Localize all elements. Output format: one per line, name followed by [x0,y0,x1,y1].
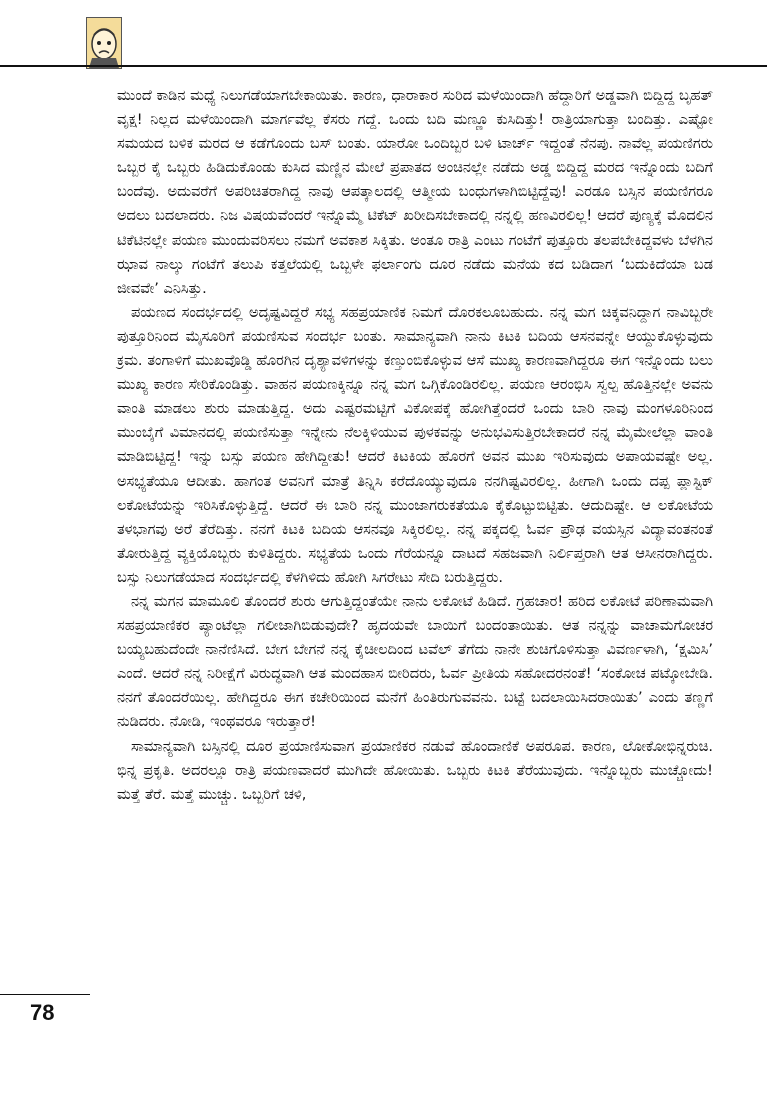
cartoon-face-logo [86,17,122,69]
paragraph: ಸಾಮಾನ್ಯವಾಗಿ ಬಸ್ಸಿನಲ್ಲಿ ದೂರ ಪ್ರಯಾಣಿಸುವಾಗ ಪ್ರಯಾಣಿಕರ ನಡುವೆ ಹೊಂದಾಣಿಕೆ ಅಪರೂಪ. ಕಾರಣ, ಲೋಕೋಭಿನ್ನರುಚಿ. ಭಿನ್ನ ಪ್ರಕೃತಿ. ಅದರಲ್ಲೂ ರಾತ್ರಿ ಪಯಣವಾದರೆ ಮುಗಿದೇ ಹೋಯಿತು. ಒಬ್ಬರು ಕಿಟಕಿ ತೆರೆಯುವುದು. ಇನ್ನೊಬ್ಬರು ಮುಚ್ಚೋದು! ಮತ್ತೆ ತೆರೆ. ಮತ್ತೆ ಮುಚ್ಚು. ಒಬ್ಬರಿಗೆ ಚಳಿ, [117,738,713,803]
face-icon [87,18,121,68]
paragraph: ಮುಂದೆ ಕಾಡಿನ ಮಧ್ಯೆ ನಿಲುಗಡೆಯಾಗಬೇಕಾಯಿತು. ಕಾರಣ, ಧಾರಾಕಾರ ಸುರಿದ ಮಳೆಯಿಂದಾಗಿ ಹೆದ್ದಾರಿಗೆ ಅಡ್ಡವಾಗಿ ಬಿದ್ದಿದ್ದ ಬೃಹತ್ ವೃಕ್ಷ! ನಿಲ್ಲದ ಮಳೆಯಿಂದಾಗಿ ಮಾರ್ಗವೆಲ್ಲ ಕೆಸರು ಗದ್ದೆ. ಒಂದು ಬದಿ ಮಣ್ಣೂ ಕುಸಿದಿತ್ತು! ರಾತ್ರಿಯಾಗುತ್ತಾ ಬಂದಿತ್ತು. ಎಷ್ಟೋ ಸಮಯದ ಬಳಿಕ ಮರದ ಆ ಕಡೆಗೊಂದು ಬಸ್ ಬಂತು. ಯಾರೋ ಒಂದಿಬ್ಬರ ಬಳಿ ಟಾರ್ಚ್ ಇದ್ದಂತೆ ನೆನಪು. ನಾವೆಲ್ಲ ಪಯಣಿಗರು ಒಬ್ಬರ ಕೈ ಒಬ್ಬರು ಹಿಡಿದುಕೊಂಡು ಕುಸಿದ ಮಣ್ಣಿನ ಮೇಲೆ ಪ್ರಪಾತದ ಅಂಚಿನಲ್ಲೇ ನಡೆದು ಅಡ್ಡ ಬಿದ್ದಿದ್ದ ಮರದ ಇನ್ನೊಂದು ಬದಿಗೆ ಬಂದೆವು. ಅದುವರೆಗೆ ಅಪರಿಚಿತರಾಗಿದ್ದ ನಾವು ಆಪತ್ಕಾಲದಲ್ಲಿ ಆತ್ಮೀಯ ಬಂಧುಗಳಾಗಿಬಿಟ್ಟಿದ್ದೆವು! ಎರಡೂ ಬಸ್ಸಿನ ಪಯಣಿಗರೂ ಅದಲು ಬದಲಾದರು. ನಿಜ ವಿಷಯವೆಂದರೆ ಇನ್ನೊಮ್ಮೆ ಟಿಕೆಟ್ ಖರೀದಿಸಬೇಕಾದಲ್ಲಿ ನನ್ನಲ್ಲಿ ಹಣವಿರಲಿಲ್ಲ! ಆದರೆ ಪುಣ್ಯಕ್ಕೆ ಮೊದಲಿನ ಟಿಕೆಟಿನಲ್ಲೇ ಪಯಣ ಮುಂದುವರಿಸಲು ನಮಗೆ ಅವಕಾಶ ಸಿಕ್ಕಿತು. ಅಂತೂ ರಾತ್ರಿ ಎಂಟು ಗಂಟೆಗೆ ಪುತ್ತೂರು ತಲಪಬೇಕಿದ್ದವಳು ಬೆಳಗಿನ ಝಾವ ನಾಲ್ಕು ಗಂಟೆಗೆ ತಲುಪಿ ಕತ್ತಲೆಯಲ್ಲಿ ಒಬ್ಬಳೇ ಫರ್ಲಾಂಗು ದೂರ ನಡೆದು ಮನೆಯ ಕದ ಬಡಿದಾಗ ‘ಬದುಕಿದೆಯಾ ಬಡ ಜೀವವೇ’ ಎನಿಸಿತ್ತು. [117,88,713,297]
header-rule [0,65,767,67]
footer-rule [0,994,90,995]
page-number: 78 [30,1000,55,1025]
body-text [117,84,713,807]
paragraph: ನನ್ನ ಮಗನ ಮಾಮೂಲಿ ತೊಂದರೆ ಶುರು ಆಗುತ್ತಿದ್ದಂತೆಯೇ ನಾನು ಲಕೋಟೆ ಹಿಡಿದೆ. ಗ್ರಹಚಾರ! ಹರಿದ ಲಕೋಟೆ ಪರಿಣಾಮವಾಗಿ ಸಹಪ್ರಯಾಣಿಕರ ಪ್ಯಾಂಟೆಲ್ಲಾ ಗಲೀಜಾಗಿಬಿಡುವುದೇ? ಹೃದಯವೇ ಬಾಯಿಗೆ ಬಂದಂತಾಯಿತು. ಆತ ನನ್ನನ್ನು ವಾಚಾಮಗೋಚರ ಬಯ್ಯಬಹುದೆಂದೇ ನಾನೆಣಿಸಿದೆ. ಬೇಗ ಬೇಗನೆ ನನ್ನ ಕೈಚೀಲದಿಂದ ಟವೆಲ್ ತೆಗೆದು ನಾನೇ ಶುಚಿಗೊಳಿಸುತ್ತಾ ವಿವರ್ಣಳಾಗಿ, ‘ಕ್ಷಮಿಸಿ’ ಎಂದೆ. ಆದರೆ ನನ್ನ ನಿರೀಕ್ಷೆಗೆ ವಿರುದ್ಧವಾಗಿ ಆತ ಮಂದಹಾಸ ಬೀರಿದರು, ಓರ್ವ ಪ್ರೀತಿಯ ಸಹೋದರನಂತೆ! ‘ಸಂಕೋಚ ಪಟ್ಕೋಬೇಡಿ. ನನಗೆ ತೊಂದರೆಯಿಲ್ಲ. ಹೇಗಿದ್ದರೂ ಈಗ ಕಚೇರಿಯಿಂದ ಮನೆಗೆ ಹಿಂತಿರುಗುವವನು. ಬಟ್ಟೆ ಬದಲಾಯಿಸಿದರಾಯಿತು’ ಎಂದು ತಣ್ಣಗೆ ನುಡಿದರು. ನೋಡಿ, ಇಂಥವರೂ ಇರುತ್ತಾರೆ! [117,593,713,731]
paragraph: ಪಯಣದ ಸಂದರ್ಭದಲ್ಲಿ ಅದೃಷ್ಟವಿದ್ದರೆ ಸಭ್ಯ ಸಹಪ್ರಯಾಣಿಕ ನಿಮಗೆ ದೊರಕಲೂಬಹುದು. ನನ್ನ ಮಗ ಚಿಕ್ಕವನಿದ್ದಾಗ ನಾವಿಬ್ಬರೇ ಪುತ್ತೂರಿನಿಂದ ಮೈಸೂರಿಗೆ ಪಯಣಿಸುವ ಸಂದರ್ಭ ಬಂತು. ಸಾಮಾನ್ಯವಾಗಿ ನಾನು ಕಿಟಕಿ ಬದಿಯ ಆಸನವನ್ನೇ ಆಯ್ದುಕೊಳ್ಳುವುದು ಕ್ರಮ. ತಂಗಾಳಿಗೆ ಮುಖವೊಡ್ಡಿ ಹೊರಗಿನ ದೃಶ್ಯಾವಳಿಗಳನ್ನು ಕಣ್ತುಂಬಿಕೊಳ್ಳುವ ಆಸೆ ಮುಖ್ಯ ಕಾರಣವಾಗಿದ್ದರೂ ಈಗ ಇನ್ನೊಂದು ಬಲು ಮುಖ್ಯ ಕಾರಣ ಸೇರಿಕೊಂಡಿತ್ತು. ವಾಹನ ಪಯಣಕ್ಕಿನ್ನೂ ನನ್ನ ಮಗ ಒಗ್ಗಿಕೊಂಡಿರಲಿಲ್ಲ. ಪಯಣ ಆರಂಭಿಸಿ ಸ್ವಲ್ಪ ಹೊತ್ತಿನಲ್ಲೇ ಅವನು ವಾಂತಿ ಮಾಡಲು ಶುರು ಮಾಡುತ್ತಿದ್ದ. ಅದು ಎಷ್ಟರಮಟ್ಟಿಗೆ ವಿಕೋಪಕ್ಕೆ ಹೋಗಿತ್ತೆಂದರೆ ಒಂದು ಬಾರಿ ನಾವು ಮಂಗಳೂರಿನಿಂದ ಮುಂಬೈಗೆ ವಿಮಾನದಲ್ಲಿ ಪಯಣಿಸುತ್ತಾ ಇನ್ನೇನು ನೆಲಕ್ಕಿಳಿಯುವ ಪುಳಕವನ್ನು ಅನುಭವಿಸುತ್ತಿರಬೇಕಾದರೆ ನನ್ನ ಮೈಮೇಲೆಲ್ಲಾ ವಾಂತಿ ಮಾಡಿಬಿಟ್ಟಿದ್ದ! ಇನ್ನು ಬಸ್ಸು ಪಯಣ ಹೇಗಿದ್ದೀತು! ಆದರೆ ಕಿಟಕಿಯ ಹೊರಗೆ ಅವನ ಮುಖ ಇರಿಸುವುದು ಅಪಾಯವಷ್ಟೇ ಅಲ್ಲ. ಅಸಭ್ಯತೆಯೂ ಆದೀತು. ಹಾಗಂತ ಅವನಿಗೆ ಮಾತ್ರೆ ತಿನ್ನಿಸಿ ಕರೆದೊಯ್ಯುವುದೂ ನನಗಿಷ್ಟವಿರಲಿಲ್ಲ. ಹೀಗಾಗಿ ಒಂದು ದಪ್ಪ ಪ್ಲಾಸ್ಟಿಕ್ ಲಕೋಟೆಯನ್ನು ಇರಿಸಿಕೊಳ್ಳುತ್ತಿದ್ದೆ. ಆದರೆ ಈ ಬಾರಿ ನನ್ನ ಮುಂಜಾಗರುಕತೆಯೂ ಕೈಕೊಟ್ಟುಬಿಟ್ಟಿತು. ಆದುದಿಷ್ಟೇ. ಆ ಲಕೋಟೆಯ ತಳಭಾಗವು ಅರೆ ತೆರೆದಿತ್ತು. ನನಗೆ ಕಿಟಕಿ ಬದಿಯ ಆಸನವೂ ಸಿಕ್ಕಿರಲಿಲ್ಲ. ನನ್ನ ಪಕ್ಕದಲ್ಲಿ ಓರ್ವ ಪ್ರೌಢ ವಯಸ್ಸಿನ ವಿದ್ಯಾವಂತನಂತೆ ತೋರುತ್ತಿದ್ದ ವ್ಯಕ್ತಿಯೊಬ್ಬರು ಕುಳಿತಿದ್ದರು. ಸಭ್ಯತೆಯ ಒಂದು ಗೆರೆಯನ್ನೂ ದಾಟದೆ ಸಹಜವಾಗಿ ನಿರ್ಲಿಪ್ತರಾಗಿ ಆತ ಆಸೀನರಾಗಿದ್ದರು. ಬಸ್ಸು ನಿಲುಗಡೆಯಾದ ಸಂದರ್ಭದಲ್ಲಿ ಕೆಳಗಿಳಿದು ಹೋಗಿ ಸಿಗರೇಟು ಸೇದಿ ಬರುತ್ತಿದ್ದರು. [117,304,713,586]
